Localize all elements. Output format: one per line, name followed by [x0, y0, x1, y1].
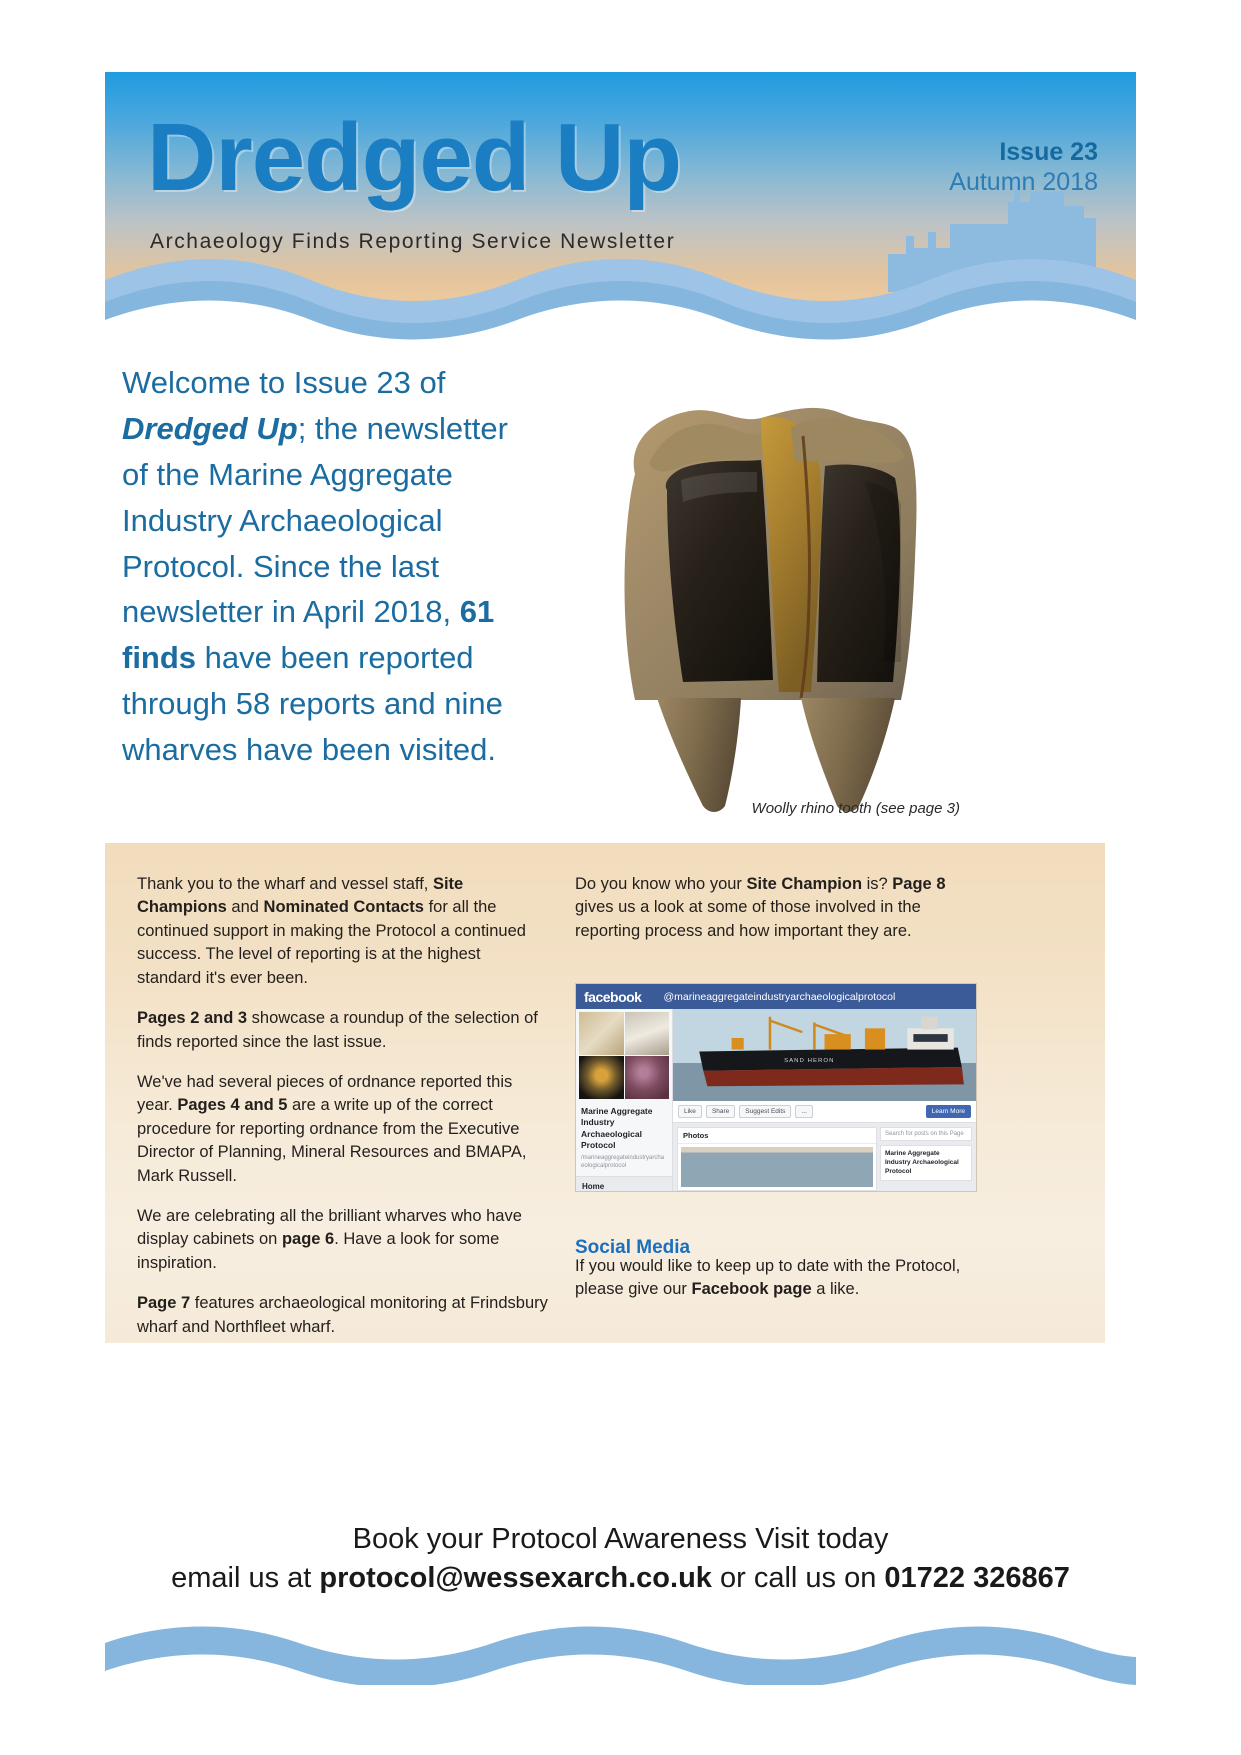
facebook-learn-more-button[interactable]: Learn More	[926, 1105, 971, 1118]
facebook-suggest-edits-button[interactable]: Suggest Edits	[739, 1105, 791, 1118]
welcome-text-3: have been reported through 58 reports and nine wharves have been visited.	[122, 640, 503, 767]
welcome-text-1: Welcome to Issue 23 of	[122, 365, 446, 400]
facebook-cover-photo	[673, 1009, 976, 1101]
tooth-image-caption: Woolly rhino tooth (see page 3)	[751, 800, 960, 817]
contents-paragraph	[137, 1205, 549, 1275]
cta-email-prefix: email us at	[171, 1562, 320, 1595]
contents-panel	[105, 843, 1105, 1343]
emphasis-text: Page 8	[892, 875, 946, 893]
contents-paragraph	[137, 1007, 549, 1054]
facebook-page-search[interactable]: Search for posts on this Page	[880, 1127, 972, 1141]
thumbnail-bone-icon[interactable]	[579, 1012, 624, 1055]
facebook-like-paragraph	[575, 1255, 975, 1302]
header-wave-decoration	[105, 246, 1136, 340]
body-text: a like.	[811, 1280, 860, 1299]
emphasis-text: Facebook page	[691, 1280, 812, 1299]
footer-call-to-action	[0, 1520, 1241, 1598]
body-text: is?	[862, 875, 893, 893]
body-text: gives us a look at some of those involved in the reporting process and how important they are.	[575, 898, 921, 940]
emphasis-text: Site Champion	[746, 875, 863, 893]
facebook-photo-thumbnails	[576, 1009, 672, 1102]
contents-paragraph	[137, 873, 549, 990]
facebook-photos-card	[677, 1127, 877, 1191]
thumbnail-shell-icon[interactable]	[625, 1012, 670, 1055]
issue-season: Autumn 2018	[949, 167, 1098, 196]
cta-contact-line	[0, 1559, 1241, 1598]
contact-phone[interactable]: 01722 326867	[884, 1562, 1070, 1595]
thumbnail-stone-icon[interactable]	[625, 1056, 670, 1099]
facebook-like-button[interactable]: Like	[678, 1105, 702, 1118]
facebook-action-bar	[673, 1101, 976, 1123]
body-text: Thank you to the wharf and vessel staff,	[137, 875, 433, 893]
site-champion-paragraph	[575, 873, 975, 943]
emphasis-text: Nominated Contacts	[263, 898, 424, 917]
body-text: If you would like to keep up to date with the Protocol, please give our	[575, 1257, 961, 1299]
facebook-photo-strip[interactable]	[681, 1147, 873, 1187]
welcome-text-2: ; the newsletter of the Marine Aggregate Industry Archaeological Protocol. Since the last newsletter in April 2018,	[122, 410, 508, 630]
facebook-page-screenshot[interactable]	[575, 983, 977, 1192]
emphasis-text: Pages 4 and 5	[177, 1096, 288, 1115]
facebook-handle: @marineaggregateindustryarchaeologicalprotocol	[663, 990, 896, 1003]
facebook-sidebar	[576, 1009, 673, 1191]
issue-info	[949, 138, 1098, 197]
emphasis-text: Site Champions	[137, 875, 464, 917]
body-text: We've had several pieces of ordnance reported this year.	[137, 1072, 513, 1115]
contents-right-column	[575, 873, 975, 960]
page-title: Dredged Up	[147, 104, 682, 211]
masthead-banner	[105, 72, 1136, 340]
footer-wave-decoration	[105, 1625, 1136, 1685]
welcome-paragraph	[122, 360, 542, 773]
body-text: . Have a look for some inspiration.	[137, 1230, 500, 1272]
emphasis-text: page 6	[281, 1230, 335, 1249]
facebook-photos-heading: Photos	[678, 1128, 876, 1144]
facebook-share-button[interactable]: Share	[706, 1105, 735, 1118]
emphasis-text: Page 7	[137, 1294, 191, 1313]
newsletter-name-italic: Dredged Up	[122, 410, 298, 446]
contact-email[interactable]: protocol@wessexarch.co.uk	[319, 1562, 712, 1595]
cta-book-visit: Book your Protocol Awareness Visit today	[352, 1523, 889, 1555]
facebook-page-url: /marineaggregateindustryarchaeologicalprotocol	[581, 1154, 665, 1169]
facebook-logo-icon: facebook	[584, 988, 642, 1005]
body-text: for all the continued support in making the Protocol a continued success. The level of reporting is at the highest standard it's ever been.	[137, 898, 526, 987]
body-text: We are celebrating all the brilliant wharves who have display cabinets on	[137, 1207, 522, 1249]
body-text: are a write up of the correct procedure for reporting ordnance from the Executive Director of Planning, Mineral Resources and BMAPA, Mark Russell.	[137, 1096, 527, 1185]
emphasis-text: Pages 2 and 3	[137, 1009, 248, 1028]
svg-text:SAND HERON: SAND HERON	[784, 1058, 835, 1065]
finds-count-highlight: 61 finds	[122, 594, 495, 676]
body-text: features archaeological monitoring at Frindsbury wharf and Northfleet wharf.	[137, 1294, 548, 1336]
contents-left-column	[137, 873, 549, 1356]
facebook-side-card: Marine Aggregate Industry Archaeological Protocol	[880, 1145, 972, 1181]
facebook-page-name: Marine Aggregate Industry Archaeological Protocol	[581, 1106, 653, 1151]
contents-paragraph	[137, 1071, 549, 1188]
masthead-subtitle: Archaeology Finds Reporting Service Newsletter	[150, 230, 676, 253]
body-text: and	[226, 898, 264, 917]
issue-number: Issue 23	[999, 138, 1098, 166]
facebook-nav-item-home[interactable]: Home	[576, 1177, 672, 1192]
facebook-nav	[576, 1176, 672, 1192]
body-text: Do you know who your	[575, 875, 747, 893]
social-media-heading: Social Media	[575, 1237, 691, 1258]
facebook-topbar	[576, 984, 976, 1009]
contents-paragraph	[137, 1292, 549, 1339]
cta-phone-prefix: or call us on	[711, 1562, 885, 1595]
body-text: showcase a roundup of the selection of finds reported since the last issue.	[137, 1009, 538, 1051]
social-media-body	[575, 1255, 975, 1319]
thumbnail-artefact-icon[interactable]	[579, 1056, 624, 1099]
woolly-rhino-tooth-photo	[565, 362, 955, 822]
facebook---button[interactable]: ...	[795, 1105, 812, 1118]
